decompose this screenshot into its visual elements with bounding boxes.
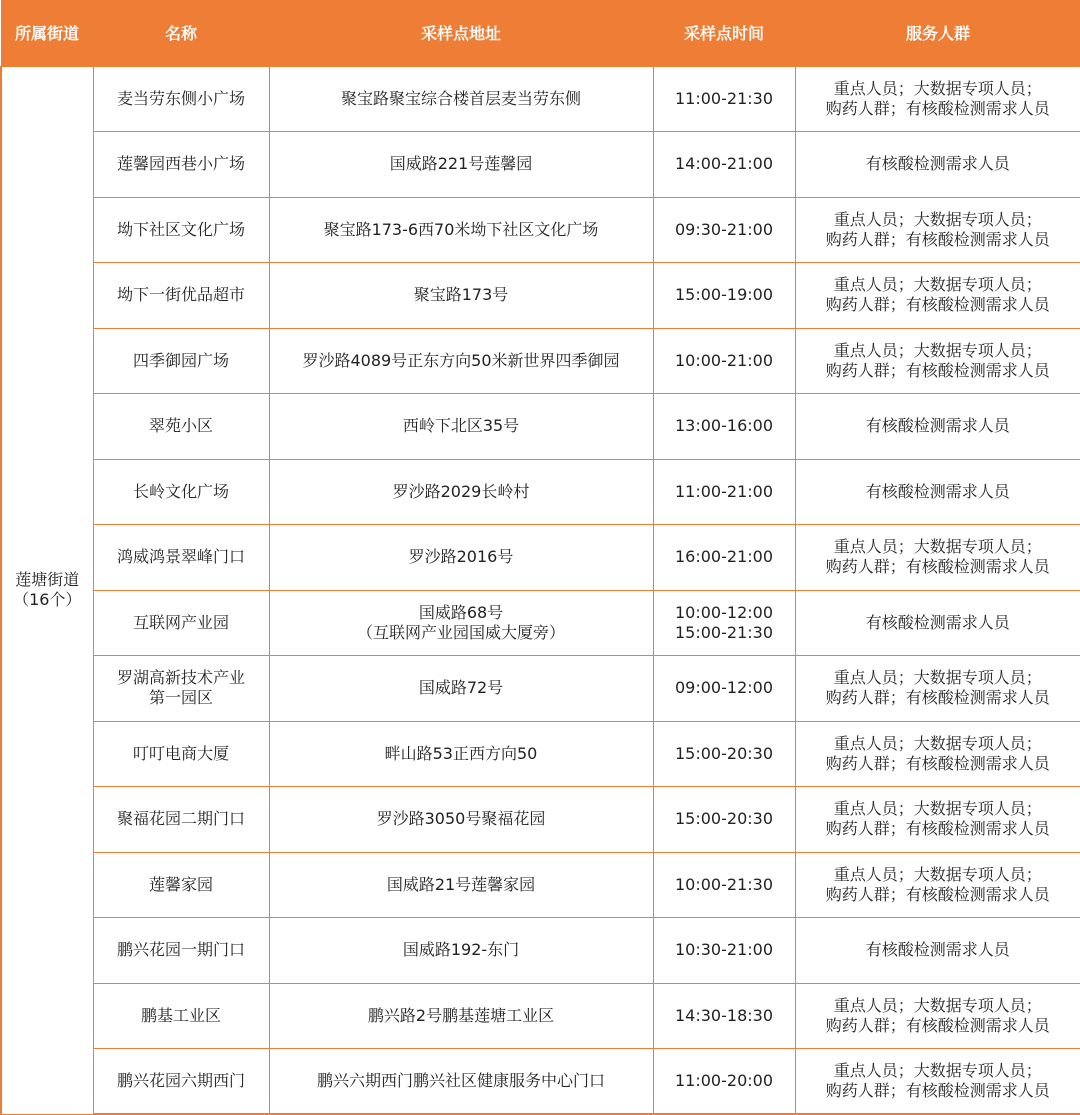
time-cell-line: 15:00-20:30 bbox=[675, 743, 773, 763]
time-cell bbox=[653, 66, 795, 132]
site-name-cell-line: 第一园区 bbox=[148, 688, 213, 708]
address-cell-line: 罗沙路4089号正东方向50米新世界四季御园 bbox=[302, 350, 620, 370]
site-name-cell-line: 麦当劳东侧小广场 bbox=[116, 88, 245, 108]
time-cell bbox=[653, 394, 795, 460]
site-name-cell bbox=[93, 590, 269, 656]
service-group-cell-line: 重点人员；大数据专项人员； bbox=[833, 1061, 1042, 1080]
table-row bbox=[1, 66, 1080, 132]
site-name-cell bbox=[93, 459, 269, 525]
district-cell-line: （16个） bbox=[13, 590, 82, 609]
address-cell-line: 国威路72号 bbox=[418, 678, 504, 698]
site-name-cell-line: 互联网产业园 bbox=[132, 612, 229, 632]
address-cell-line: 鹏兴路2号鹏基莲塘工业区 bbox=[367, 1005, 555, 1025]
address-cell-line: 国威路21号莲馨家园 bbox=[386, 874, 536, 894]
site-name-cell bbox=[93, 394, 269, 460]
address-cell bbox=[269, 197, 653, 263]
district-cell bbox=[1, 66, 93, 1114]
service-group-cell-line: 购药人群；有核酸检测需求人员 bbox=[825, 1081, 1050, 1100]
address-cell bbox=[269, 459, 653, 525]
site-name-cell bbox=[93, 525, 269, 591]
table-row bbox=[1, 263, 1080, 329]
service-group-cell-line: 购药人群；有核酸检测需求人员 bbox=[825, 753, 1050, 773]
address-cell bbox=[269, 852, 653, 918]
time-cell-line: 15:00-19:00 bbox=[675, 285, 773, 305]
header-service-group: 服务人群 bbox=[905, 24, 970, 44]
service-group-cell bbox=[795, 328, 1080, 394]
time-cell-line: 09:00-12:00 bbox=[675, 678, 773, 698]
time-cell bbox=[653, 721, 795, 787]
table-row bbox=[1, 787, 1080, 853]
time-cell-line: 15:00-21:30 bbox=[675, 622, 773, 642]
address-cell bbox=[269, 656, 653, 722]
time-cell-line: 11:00-21:30 bbox=[675, 88, 773, 108]
time-cell-line: 10:00-21:30 bbox=[675, 874, 773, 894]
address-cell-line: 聚宝路173-6西70米坳下社区文化广场 bbox=[323, 219, 599, 239]
site-name-cell-line: 鹏兴花园一期门口 bbox=[116, 940, 245, 960]
header-district: 所属街道 bbox=[14, 24, 79, 44]
table-row bbox=[1, 983, 1080, 1049]
time-cell bbox=[653, 656, 795, 722]
site-name-cell bbox=[93, 852, 269, 918]
service-group-cell-line: 重点人员；大数据专项人员； bbox=[833, 864, 1042, 884]
site-name-cell-line: 坳下一街优品超市 bbox=[116, 285, 245, 305]
service-group-cell bbox=[795, 525, 1080, 591]
address-cell bbox=[269, 721, 653, 787]
service-group-cell-line: 重点人员；大数据专项人员； bbox=[833, 537, 1042, 557]
site-name-cell-line: 莲馨家园 bbox=[148, 874, 213, 894]
time-cell-line: 14:00-21:00 bbox=[675, 154, 773, 174]
service-group-cell-line: 有核酸检测需求人员 bbox=[865, 940, 1010, 960]
site-name-cell bbox=[93, 197, 269, 263]
header-row bbox=[1, 0, 1080, 66]
header-address: 采样点地址 bbox=[420, 24, 501, 44]
address-cell-line: 国威路192-东门 bbox=[402, 940, 520, 960]
service-group-cell bbox=[795, 394, 1080, 460]
time-cell bbox=[653, 787, 795, 853]
service-group-cell-line: 购药人群；有核酸检测需求人员 bbox=[825, 98, 1050, 118]
table-row bbox=[1, 197, 1080, 263]
time-cell bbox=[653, 983, 795, 1049]
site-name-cell bbox=[93, 721, 269, 787]
service-group-cell-line: 有核酸检测需求人员 bbox=[865, 612, 1010, 632]
address-cell bbox=[269, 590, 653, 656]
time-cell-line: 15:00-20:30 bbox=[675, 809, 773, 829]
table-row bbox=[1, 721, 1080, 787]
service-group-cell bbox=[795, 656, 1080, 722]
time-cell bbox=[653, 328, 795, 394]
site-name-cell bbox=[93, 656, 269, 722]
service-group-cell-line: 购药人群；有核酸检测需求人员 bbox=[825, 819, 1050, 839]
site-name-cell-line: 聚福花园二期门口 bbox=[116, 809, 245, 829]
table-body bbox=[1, 66, 1080, 1114]
service-group-cell-line: 有核酸检测需求人员 bbox=[865, 416, 1010, 436]
site-name-cell bbox=[93, 1049, 269, 1115]
table-row bbox=[1, 918, 1080, 984]
service-group-cell-line: 购药人群；有核酸检测需求人员 bbox=[825, 557, 1050, 577]
address-cell bbox=[269, 787, 653, 853]
table-row bbox=[1, 459, 1080, 525]
address-cell bbox=[269, 394, 653, 460]
site-name-cell bbox=[93, 66, 269, 132]
service-group-cell-line: 有核酸检测需求人员 bbox=[865, 154, 1010, 174]
site-name-cell bbox=[93, 983, 269, 1049]
address-cell-line: （互联网产业园国威大厦旁） bbox=[356, 622, 565, 642]
site-name-cell bbox=[93, 263, 269, 329]
table-row bbox=[1, 525, 1080, 591]
site-name-cell-line: 莲馨园西巷小广场 bbox=[116, 154, 245, 174]
address-cell-line: 罗沙路2016号 bbox=[408, 547, 514, 567]
time-cell-line: 11:00-20:00 bbox=[675, 1071, 773, 1090]
table-row bbox=[1, 1049, 1080, 1115]
address-cell bbox=[269, 918, 653, 984]
header-time: 采样点时间 bbox=[683, 24, 764, 44]
time-cell bbox=[653, 525, 795, 591]
service-group-cell bbox=[795, 787, 1080, 853]
service-group-cell-line: 重点人员；大数据专项人员； bbox=[833, 733, 1042, 753]
address-cell-line: 国威路221号莲馨园 bbox=[389, 154, 533, 174]
time-cell-line: 11:00-21:00 bbox=[675, 481, 773, 501]
service-group-cell-line: 有核酸检测需求人员 bbox=[865, 481, 1010, 501]
table-row bbox=[1, 394, 1080, 460]
service-group-cell bbox=[795, 263, 1080, 329]
address-cell-line: 聚宝路173号 bbox=[413, 285, 509, 305]
time-cell bbox=[653, 132, 795, 198]
site-name-cell-line: 鹏兴花园六期西门 bbox=[116, 1071, 245, 1090]
site-name-cell-line: 翠苑小区 bbox=[148, 416, 213, 436]
time-cell-line: 16:00-21:00 bbox=[675, 547, 773, 567]
time-cell-line: 10:00-21:00 bbox=[675, 350, 773, 370]
service-group-cell-line: 购药人群；有核酸检测需求人员 bbox=[825, 884, 1050, 904]
site-name-cell-line: 罗湖高新技术产业 bbox=[116, 668, 245, 688]
service-group-cell bbox=[795, 721, 1080, 787]
address-cell-line: 西岭下北区35号 bbox=[402, 416, 520, 436]
service-group-cell-line: 重点人员；大数据专项人员； bbox=[833, 340, 1042, 360]
address-cell bbox=[269, 1049, 653, 1115]
address-cell bbox=[269, 132, 653, 198]
time-cell bbox=[653, 590, 795, 656]
time-cell-line: 13:00-16:00 bbox=[675, 416, 773, 436]
service-group-cell-line: 购药人群；有核酸检测需求人员 bbox=[825, 295, 1050, 315]
time-cell-line: 10:00-12:00 bbox=[675, 602, 773, 622]
service-group-cell-line: 重点人员；大数据专项人员； bbox=[833, 668, 1042, 688]
site-name-cell-line: 长岭文化广场 bbox=[132, 481, 229, 501]
service-group-cell-line: 重点人员；大数据专项人员； bbox=[833, 799, 1042, 819]
time-cell-line: 10:30-21:00 bbox=[675, 940, 773, 960]
address-cell bbox=[269, 983, 653, 1049]
service-group-cell-line: 重点人员；大数据专项人员； bbox=[833, 275, 1042, 295]
table-row bbox=[1, 656, 1080, 722]
time-cell bbox=[653, 459, 795, 525]
site-name-cell-line: 叮叮电商大厦 bbox=[132, 743, 229, 763]
service-group-cell-line: 重点人员；大数据专项人员； bbox=[833, 78, 1042, 98]
address-cell-line: 鹏兴六期西门鹏兴社区健康服务中心门口 bbox=[316, 1071, 605, 1090]
site-name-cell-line: 鸿威鸿景翠峰门口 bbox=[116, 547, 245, 567]
service-group-cell-line: 购药人群；有核酸检测需求人员 bbox=[825, 360, 1050, 380]
service-group-cell bbox=[795, 66, 1080, 132]
site-name-cell bbox=[93, 328, 269, 394]
address-cell bbox=[269, 525, 653, 591]
address-cell bbox=[269, 263, 653, 329]
service-group-cell bbox=[795, 197, 1080, 263]
time-cell-line: 09:30-21:00 bbox=[675, 219, 773, 239]
address-cell bbox=[269, 328, 653, 394]
site-name-cell bbox=[93, 918, 269, 984]
header-name: 名称 bbox=[164, 24, 197, 44]
time-cell-line: 14:30-18:30 bbox=[675, 1005, 773, 1025]
table-row bbox=[1, 328, 1080, 394]
time-cell bbox=[653, 918, 795, 984]
site-name-cell-line: 鹏基工业区 bbox=[140, 1005, 221, 1025]
service-group-cell bbox=[795, 459, 1080, 525]
address-cell-line: 罗沙路3050号聚福花园 bbox=[376, 809, 546, 829]
service-group-cell bbox=[795, 983, 1080, 1049]
time-cell bbox=[653, 1049, 795, 1115]
address-cell-line: 聚宝路聚宝综合楼首层麦当劳东侧 bbox=[340, 88, 581, 108]
service-group-cell-line: 重点人员；大数据专项人员； bbox=[833, 995, 1042, 1015]
time-cell bbox=[653, 852, 795, 918]
site-name-cell-line: 坳下社区文化广场 bbox=[116, 219, 245, 239]
address-cell-line: 罗沙路2029长岭村 bbox=[392, 481, 530, 501]
address-cell bbox=[269, 66, 653, 132]
table-row bbox=[1, 590, 1080, 656]
service-group-cell-line: 购药人群；有核酸检测需求人员 bbox=[825, 1015, 1050, 1035]
service-group-cell bbox=[795, 918, 1080, 984]
service-group-cell-line: 购药人群；有核酸检测需求人员 bbox=[825, 688, 1050, 708]
site-name-cell-line: 四季御园广场 bbox=[132, 350, 229, 370]
address-cell-line: 畔山路53正西方向50 bbox=[384, 743, 538, 763]
district-cell-line: 莲塘街道 bbox=[15, 570, 80, 589]
table-row bbox=[1, 852, 1080, 918]
site-name-cell bbox=[93, 787, 269, 853]
service-group-cell-line: 购药人群；有核酸检测需求人员 bbox=[825, 229, 1050, 249]
service-group-cell bbox=[795, 852, 1080, 918]
service-group-cell bbox=[795, 132, 1080, 198]
service-group-cell bbox=[795, 590, 1080, 656]
service-group-cell-line: 重点人员；大数据专项人员； bbox=[833, 209, 1042, 229]
time-cell bbox=[653, 263, 795, 329]
table-row bbox=[1, 132, 1080, 198]
address-cell-line: 国威路68号 bbox=[418, 602, 504, 622]
table-header bbox=[1, 0, 1080, 66]
time-cell bbox=[653, 197, 795, 263]
site-name-cell bbox=[93, 132, 269, 198]
service-group-cell bbox=[795, 1049, 1080, 1115]
